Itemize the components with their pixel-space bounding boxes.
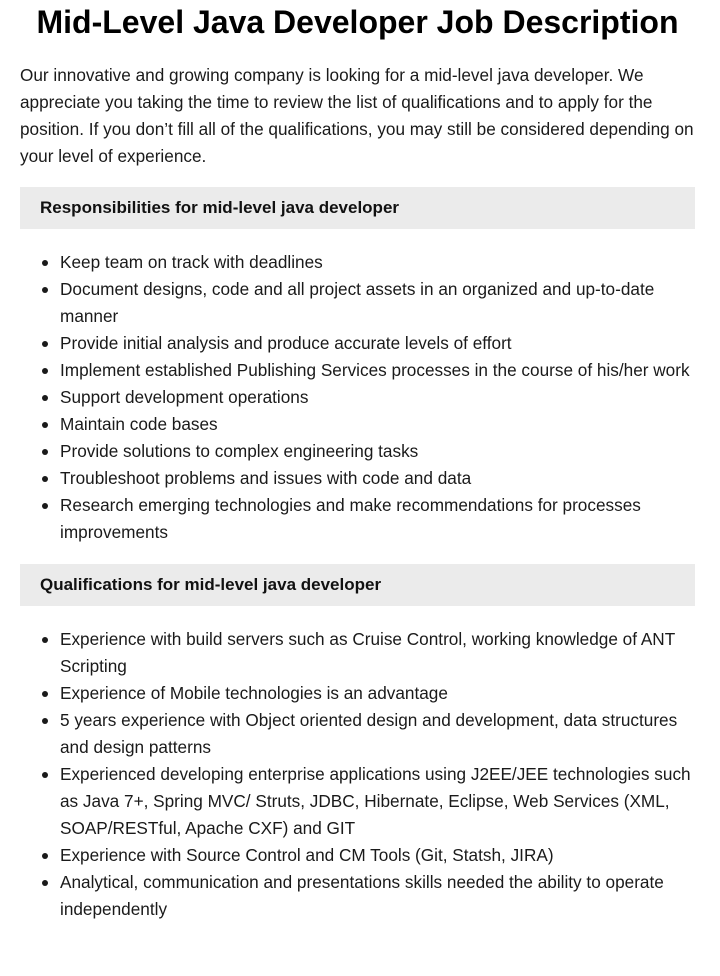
- qualifications-heading: Qualifications for mid-level java developer: [20, 564, 695, 606]
- list-item-text: Provide solutions to complex engineering tasks: [60, 441, 419, 461]
- list-item-text: Keep team on track with deadlines: [60, 252, 323, 272]
- bullet-icon: [42, 260, 48, 266]
- bullet-icon: [42, 772, 48, 778]
- list-item-text: Experienced developing enterprise applications using J2EE/JEE technologies such as Java 7+, Spring MVC/ Struts, JDBC, Hibernate, Eclipse, Web Services (XML, SOAP/RESTful, Apache CXF) and GIT: [60, 764, 691, 838]
- bullet-icon: [42, 368, 48, 374]
- bullet-icon: [42, 880, 48, 886]
- list-item-text: Analytical, communication and presentations skills needed the ability to operate independently: [60, 872, 664, 919]
- list-item-text: Provide initial analysis and produce accurate levels of effort: [60, 333, 512, 353]
- list-item: [20, 465, 695, 492]
- bullet-icon: [42, 476, 48, 482]
- list-item: [20, 842, 695, 869]
- list-item-text: Implement established Publishing Services processes in the course of his/her work: [60, 360, 690, 380]
- list-item: [20, 276, 695, 330]
- bullet-icon: [42, 503, 48, 509]
- list-item-text: 5 years experience with Object oriented design and development, data structures and design patterns: [60, 710, 678, 757]
- list-item: [20, 869, 695, 923]
- list-item: [20, 626, 695, 680]
- list-item: [20, 680, 695, 707]
- list-item-text: Troubleshoot problems and issues with code and data: [60, 468, 472, 488]
- list-item: [20, 761, 695, 842]
- list-item: [20, 492, 695, 546]
- list-item: [20, 384, 695, 411]
- bullet-icon: [42, 395, 48, 401]
- responsibilities-heading: Responsibilities for mid-level java developer: [20, 187, 695, 229]
- bullet-icon: [42, 341, 48, 347]
- bullet-icon: [42, 449, 48, 455]
- list-item-text: Research emerging technologies and make recommendations for processes improvements: [60, 495, 641, 542]
- list-item: [20, 438, 695, 465]
- bullet-icon: [42, 422, 48, 428]
- qualifications-list: [20, 626, 695, 923]
- list-item: [20, 411, 695, 438]
- bullet-icon: [42, 287, 48, 293]
- list-item: [20, 357, 695, 384]
- list-item-text: Support development operations: [60, 387, 309, 407]
- bullet-icon: [42, 691, 48, 697]
- page-title: Mid-Level Java Developer Job Description: [36, 4, 679, 40]
- intro-paragraph: Our innovative and growing company is looking for a mid-level java developer. We appreciate you taking the time to review the list of qualifications and to apply for the position. If you don’t fill all of the qualifications, you may still be considered depending on your level of experience.: [20, 65, 694, 166]
- list-item-text: Maintain code bases: [60, 414, 218, 434]
- list-item-text: Experience with Source Control and CM Tools (Git, Statsh, JIRA): [60, 845, 554, 865]
- responsibilities-list: [20, 249, 695, 546]
- bullet-icon: [42, 718, 48, 724]
- bullet-icon: [42, 853, 48, 859]
- list-item: [20, 249, 695, 276]
- list-item: [20, 330, 695, 357]
- list-item-text: Document designs, code and all project assets in an organized and up-to-date manner: [60, 279, 655, 326]
- list-item-text: Experience with build servers such as Cruise Control, working knowledge of ANT Scripting: [60, 629, 675, 676]
- bullet-icon: [42, 637, 48, 643]
- list-item-text: Experience of Mobile technologies is an advantage: [60, 683, 448, 703]
- list-item: [20, 707, 695, 761]
